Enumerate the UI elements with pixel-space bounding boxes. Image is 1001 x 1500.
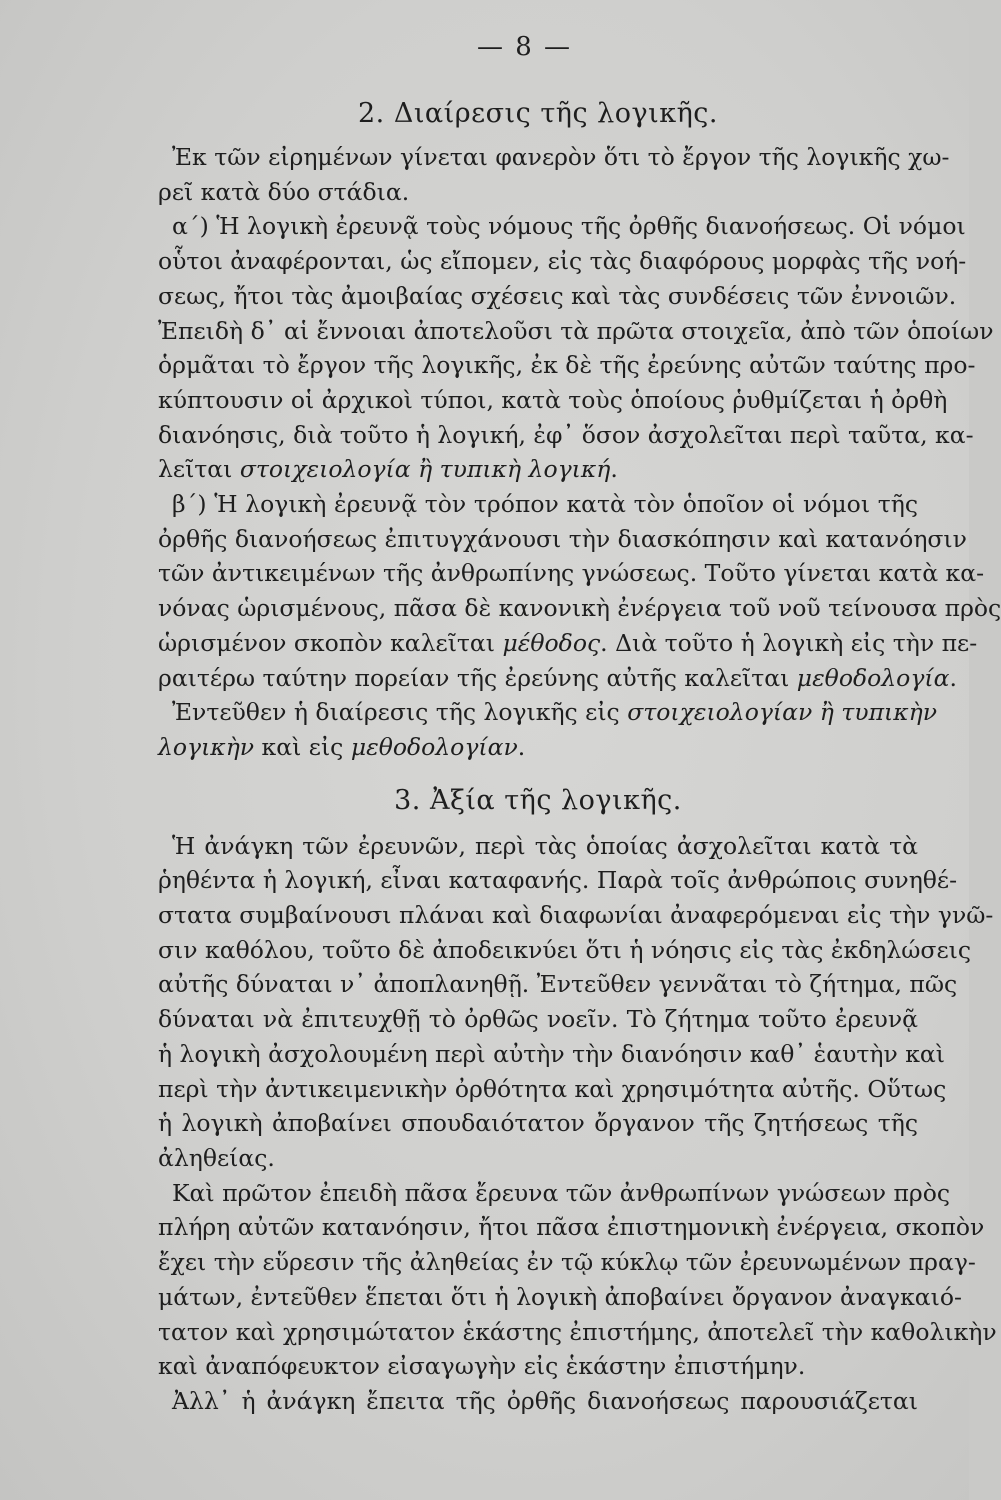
text-line: καὶ ἀναπόφευκτον εἰσαγωγὴν εἰς ἑκάστην ἐπιστήμην. — [158, 1352, 806, 1381]
text-line: τῶν ἀντικειμένων τῆς ἀνθρωπίνης γνώσεως. Τοῦτο γίνεται κατὰ κα- — [158, 559, 985, 588]
text-line: στατα συμβαίνουσι πλάναι καὶ διαφωνίαι ἀναφερόμεναι εἰς τὴν γνῶ- — [158, 901, 994, 930]
italic-term: μεθοδολογία — [796, 663, 950, 692]
page-number: — 8 — — [476, 32, 573, 62]
text-segment: ραιτέρω ταύτην πορείαν τῆς ἐρεύνης αὐτῆς καλεῖται — [158, 663, 797, 692]
text-line: α΄) Ἡ λογικὴ ἐρευνᾷ τοὺς νόμους τῆς ὀρθῆς διανοήσεως. Οἱ νόμοι — [172, 212, 966, 241]
text-line: ὀρθῆς διανοήσεως ἐπιτυγχάνουσι τὴν διασκόπησιν καὶ κατανόησιν — [158, 524, 967, 553]
section-value-text — [158, 829, 997, 1419]
text-segment: . — [517, 732, 526, 761]
text-line: ἀληθείας. — [158, 1143, 275, 1172]
text-segment: ὡρισμένον σκοπὸν καλεῖται — [158, 628, 503, 657]
text-line: ρεῖ κατὰ δύο στάδια. — [158, 177, 410, 206]
section-heading-value: 3. Ἀξία τῆς λογικῆς. — [394, 784, 682, 816]
text-line: αὐτῆς δύναται ν᾽ ἀποπλανηθῇ. Ἐντεῦθεν γεννᾶται τὸ ζήτημα, πῶς — [158, 970, 958, 999]
text-segment: λεῖται — [158, 455, 240, 484]
text-line: Ἐκ τῶν εἰρημένων γίνεται φανερὸν ὅτι τὸ ἔργον τῆς λογικῆς χω- — [172, 143, 950, 171]
text-line: σιν καθόλου, τοῦτο δὲ ἀποδεικνύει ὅτι ἡ νόησις εἰς τὰς ἐκδηλώσεις — [158, 935, 972, 964]
text-line — [158, 730, 918, 765]
text-line: κύπτουσιν οἱ ἀρχικοὶ τύποι, κατὰ τοὺς ὁποίους ῥυθμίζεται ἡ ὀρθὴ — [158, 385, 948, 414]
text-line: Ἡ ἀνάγκη τῶν ἐρευνῶν, περὶ τὰς ὁποίας ἀσχολεῖται κατὰ τὰ — [172, 831, 918, 860]
text-line: δύναται νὰ ἐπιτευχθῇ τὸ ὀρθῶς νοεῖν. Τὸ ζήτημα τοῦτο ἐρευνᾷ — [158, 1005, 918, 1034]
text-line: β΄) Ἡ λογικὴ ἐρευνᾷ τὸν τρόπον κατὰ τὸν ὁποῖον οἱ νόμοι τῆς — [172, 490, 918, 519]
italic-term: στοιχειολογία ἢ τυπικὴ λογική — [239, 455, 611, 484]
text-line: νόνας ὡρισμένους, πᾶσα δὲ κανονικὴ ἐνέργεια τοῦ νοῦ τείνουσα πρὸς — [158, 594, 1001, 623]
text-line — [158, 452, 918, 487]
text-line — [158, 695, 938, 730]
text-segment: . — [610, 455, 618, 484]
text-line: μάτων, ἐντεῦθεν ἕπεται ὅτι ἡ λογικὴ ἀποβαίνει ὄργανον ἀναγκαιό- — [158, 1282, 962, 1311]
text-line: οὗτοι ἀναφέρονται, ὡς εἴπομεν, εἰς τὰς διαφόρους μορφὰς τῆς νοή- — [158, 247, 967, 276]
text-line — [158, 626, 978, 661]
text-line: ἔχει τὴν εὕρεσιν τῆς ἀληθείας ἐν τῷ κύκλῳ τῶν ἐρευνωμένων πραγ- — [158, 1248, 976, 1277]
text-line: διανόησις, διὰ τοῦτο ἡ λογική, ἐφ᾽ ὅσον ἀσχολεῖται περὶ ταῦτα, κα- — [158, 420, 974, 449]
page-body — [158, 92, 1001, 1419]
text-line: ὁρμᾶται τὸ ἔργον τῆς λογικῆς, ἐκ δὲ τῆς ἐρεύνης αὐτῶν ταύτης προ- — [158, 351, 976, 380]
italic-term: στοιχειολογίαν ἢ τυπικὴν — [627, 698, 938, 727]
section-division-text — [158, 140, 1001, 765]
text-segment: . Διὰ τοῦτο ἡ λογικὴ εἰς τὴν πε- — [600, 628, 978, 657]
italic-term: μέθοδος — [502, 628, 601, 657]
text-line: περὶ τὴν ἀντικειμενικὴν ὀρθότητα καὶ χρησιμότητα αὐτῆς. Οὕτως — [158, 1074, 947, 1103]
text-line: πλήρη αὐτῶν κατανόησιν, ἤτοι πᾶσα ἐπιστημονικὴ ἐνέργεια, σκοπὸν — [158, 1213, 985, 1242]
text-line: ἡ λογικὴ ἀσχολουμένη περὶ αὐτὴν τὴν διανόησιν καθ᾽ ἑαυτὴν καὶ — [158, 1039, 945, 1068]
text-line: Ἐπειδὴ δ᾽ αἱ ἔννοιαι ἀποτελοῦσι τὰ πρῶτα στοιχεῖα, ἀπὸ τῶν ὁποίων — [158, 316, 994, 345]
text-line: ῥηθέντα ἡ λογική, εἶναι καταφανής. Παρὰ τοῖς ἀνθρώποις συνηθέ- — [158, 866, 958, 895]
text-line — [158, 661, 957, 696]
text-line: σεως, ἤτοι τὰς ἀμοιβαίας σχέσεις καὶ τὰς συνδέσεις τῶν ἐννοιῶν. — [158, 281, 957, 310]
text-line: Ἀλλ᾽ ἡ ἀνάγκη ἔπειτα τῆς ὀρθῆς διανοήσεως παρουσιάζεται — [172, 1386, 918, 1415]
text-line: Καὶ πρῶτον ἐπειδὴ πᾶσα ἔρευνα τῶν ἀνθρωπίνων γνώσεων πρὸς — [172, 1178, 951, 1207]
text-segment: Ἐντεῦθεν ἡ διαίρεσις τῆς λογικῆς εἰς — [172, 698, 628, 727]
text-line: ἡ λογικὴ ἀποβαίνει σπουδαιότατον ὄργανον τῆς ζητήσεως τῆς — [158, 1109, 918, 1138]
section-heading-division: 2. Διαίρεσις τῆς λογικῆς. — [358, 98, 718, 129]
italic-term: λογικὴν — [158, 732, 255, 761]
italic-term: μεθοδολογίαν — [350, 732, 518, 761]
text-segment: καὶ εἰς — [254, 732, 351, 761]
text-line: τατον καὶ χρησιμώτατον ἑκάστης ἐπιστήμης, ἀποτελεῖ τὴν καθολικὴν — [158, 1317, 997, 1346]
text-segment: . — [949, 663, 957, 692]
